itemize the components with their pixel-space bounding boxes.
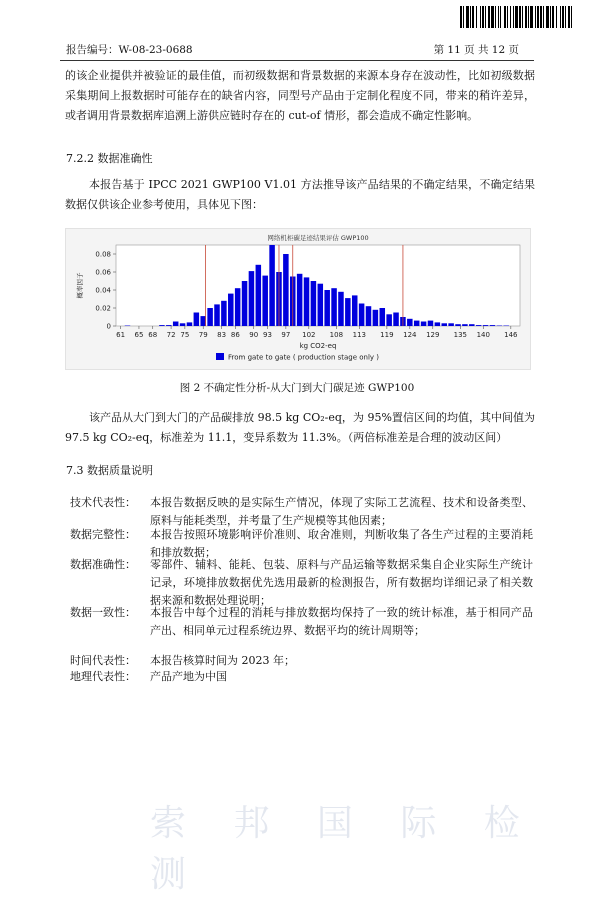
barcode-bar: [556, 6, 557, 28]
histogram-bar: [380, 308, 386, 326]
x-tick-label: 75: [180, 331, 189, 339]
histogram-bar: [421, 322, 427, 327]
intro-paragraph: 的该企业提供并被验证的最佳值，而初级数据和背景数据的来源本身存在波动性，比如初级数据采集期间上报数据时可能存在的缺省内容，同型号产品由于定制化程度不同，带来的稍许差异，或者调用背景数据库追溯上游供应链时存在的 cut-of 情形，都会造成不确定性影响。: [65, 66, 535, 126]
barcode-bar: [488, 6, 490, 28]
x-tick-label: 79: [199, 331, 208, 339]
data-quality-label: 数据一致性：: [70, 604, 150, 622]
barcode: [460, 6, 572, 28]
chart-title: 网络机柜碳足迹结果评估 GWP100: [267, 233, 368, 242]
data-quality-label: 数据准确性：: [70, 556, 150, 574]
histogram-bar: [221, 301, 227, 326]
histogram-bar: [235, 288, 241, 326]
histogram-bar: [324, 290, 330, 326]
data-quality-text: 本报告数据反映的是实际生产情况，体现了实际工艺流程、技术和设备类型、原料与能耗类型，并考量了生产规模等其他因素；: [150, 494, 533, 530]
x-tick-label: 119: [380, 331, 393, 339]
barcode-bar: [460, 6, 462, 28]
barcode-bar: [546, 6, 549, 28]
histogram-bar: [304, 277, 310, 326]
barcode-bar: [568, 6, 570, 28]
histogram-bar: [448, 323, 454, 326]
histogram-bar: [297, 274, 303, 326]
y-axis-label: 概率因子: [75, 272, 84, 299]
y-tick-label: 0: [107, 323, 111, 331]
histogram-bar: [159, 325, 165, 326]
histogram-bar: [462, 324, 468, 326]
barcode-bar: [528, 6, 529, 28]
result-paragraph: 该产品从大门到大门的产品碳排放 98.5 kg CO₂-eq，为 95%置信区间的均值，其中间值为 97.5 kg CO₂-eq，标准差为 11.1，变异系数为 11.3%。（两倍标准差是合理的波动区间）: [65, 408, 535, 448]
barcode-bar: [466, 6, 469, 28]
histogram-bar: [393, 313, 399, 327]
barcode-bar: [498, 6, 499, 28]
histogram-bar: [455, 324, 461, 326]
histogram-bar: [262, 276, 268, 326]
figure-caption: 图 2 不确定性分析-从大门到大门碳足迹 GWP100: [0, 380, 594, 395]
histogram-bar: [414, 321, 420, 326]
x-tick-label: 146: [504, 331, 518, 339]
section-heading-7-3: 7.3 数据质量说明: [66, 462, 153, 478]
histogram-bar: [490, 325, 496, 326]
barcode-bar: [525, 6, 527, 28]
barcode-bar: [485, 6, 486, 28]
barcode-bar: [515, 6, 518, 28]
barcode-bar: [552, 6, 554, 28]
report-number: 报告编号：W-08-23-0688: [66, 42, 193, 57]
histogram-bar: [441, 323, 447, 326]
histogram-bar: [283, 254, 289, 326]
barcode-bar: [463, 6, 464, 28]
accuracy-paragraph: 本报告基于 IPCC 2021 GWP100 V1.01 方法推导该产品结果的不确定结果，不确定结果数据仅供该企业参考使用，具体见下图：: [65, 175, 535, 215]
histogram-bar: [345, 298, 351, 326]
barcode-bar: [522, 6, 523, 28]
x-axis-label: kg CO2-eq: [300, 342, 337, 350]
x-tick-label: 108: [330, 331, 343, 339]
data-quality-text: 本报告中每个过程的消耗与排放数据均保持了一致的统计标准，基于相同产品产出、相同单元过程系统边界、数据平均的统计周期等；: [150, 604, 533, 640]
x-tick-label: 140: [477, 331, 490, 339]
x-tick-label: 135: [454, 331, 467, 339]
histogram-bar: [180, 323, 186, 326]
data-quality-text: 本报告按照环境影响评价准则、取舍准则，判断收集了各生产过程的主要消耗和排放数据；: [150, 526, 533, 562]
y-tick-label: 0.02: [95, 305, 111, 313]
x-tick-label: 113: [353, 331, 366, 339]
barcode-bar: [470, 6, 471, 28]
histogram-bar: [476, 325, 482, 326]
histogram-bar: [352, 295, 358, 326]
x-tick-label: 72: [167, 331, 176, 339]
barcode-bar: [500, 6, 501, 28]
barcode-bar: [495, 6, 496, 28]
barcode-bar: [513, 6, 514, 28]
histogram-bar: [269, 245, 275, 326]
histogram-bar: [386, 314, 392, 326]
y-tick-label: 0.08: [95, 251, 111, 259]
x-tick-label: 61: [116, 331, 125, 339]
histogram-bar: [228, 294, 234, 326]
histogram-bar: [207, 308, 213, 326]
barcode-bar: [530, 6, 533, 28]
histogram-bar: [194, 313, 200, 327]
x-tick-label: 83: [217, 331, 226, 339]
barcode-bar: [537, 6, 539, 28]
histogram-bar: [366, 306, 372, 326]
histogram-bar: [318, 284, 324, 326]
data-quality-text: 本报告核算时间为 2023 年；: [150, 652, 533, 670]
barcode-bar: [565, 6, 566, 28]
x-tick-label: 93: [263, 331, 272, 339]
barcode-bar: [571, 6, 572, 28]
y-tick-label: 0.04: [95, 287, 111, 295]
histogram-bar: [187, 322, 193, 326]
barcode-bar: [491, 6, 494, 28]
legend-label: From gate to gate ( production stage only ): [228, 354, 379, 362]
uncertainty-chart: [65, 228, 531, 370]
x-tick-label: 90: [249, 331, 258, 339]
data-quality-label: 技术代表性：: [70, 494, 150, 512]
barcode-bar: [482, 6, 484, 28]
barcode-bar: [550, 6, 551, 28]
histogram-bar: [331, 288, 337, 326]
data-quality-label: 时间代表性：: [70, 652, 150, 670]
histogram-bar: [428, 321, 434, 326]
histogram-bar: [166, 325, 172, 326]
histogram-bar: [407, 319, 413, 326]
legend-swatch: [216, 353, 224, 360]
histogram-bar: [435, 322, 441, 326]
histogram-bar: [359, 304, 365, 327]
section-heading-7-2-2: 7.2.2 数据准确性: [66, 150, 153, 166]
data-quality-text: 产品产地为中国: [150, 668, 533, 686]
x-tick-label: 86: [231, 331, 240, 339]
watermark: 索 邦 国 际 检 测: [150, 795, 594, 897]
histogram-bar: [483, 325, 489, 326]
x-tick-label: 124: [403, 331, 417, 339]
barcode-bar: [543, 6, 544, 28]
histogram-bar: [373, 310, 379, 326]
barcode-bar: [472, 6, 474, 28]
barcode-bar: [562, 6, 564, 28]
histogram-bar: [256, 265, 262, 326]
x-tick-label: 65: [134, 331, 143, 339]
barcode-bar: [519, 6, 521, 28]
barcode-bar: [540, 6, 542, 28]
barcode-bar: [507, 6, 508, 28]
barcode-bar: [504, 6, 506, 28]
barcode-bar: [510, 6, 511, 28]
histogram-bar: [214, 304, 220, 326]
barcode-bar: [476, 6, 477, 28]
x-tick-label: 102: [302, 331, 315, 339]
data-quality-text: 零部件、辅料、能耗、包装、原料与产品运输等数据采集自企业实际生产统计记录，环境排放数据优先选用最新的检测报告，所有数据均详细记录了相关数据来源和数据处理说明；: [150, 556, 533, 610]
barcode-bar: [560, 6, 561, 28]
barcode-bar: [480, 6, 481, 28]
y-tick-label: 0.06: [95, 269, 111, 277]
data-quality-label: 地理代表性：: [70, 668, 150, 686]
data-quality-label: 数据完整性：: [70, 526, 150, 544]
barcode-bar: [535, 6, 536, 28]
x-tick-label: 68: [148, 331, 157, 339]
x-tick-label: 129: [426, 331, 439, 339]
x-tick-label: 97: [281, 331, 290, 339]
histogram-bar: [311, 281, 317, 326]
histogram-bar: [469, 324, 475, 326]
histogram-bar: [242, 281, 248, 326]
header-divider: [60, 60, 534, 61]
histogram-bar: [173, 322, 179, 327]
histogram-bar: [338, 292, 344, 326]
chart-svg: [66, 229, 530, 369]
page-number: 第 11 页 共 12 页: [434, 42, 519, 57]
histogram-bar: [249, 271, 255, 326]
